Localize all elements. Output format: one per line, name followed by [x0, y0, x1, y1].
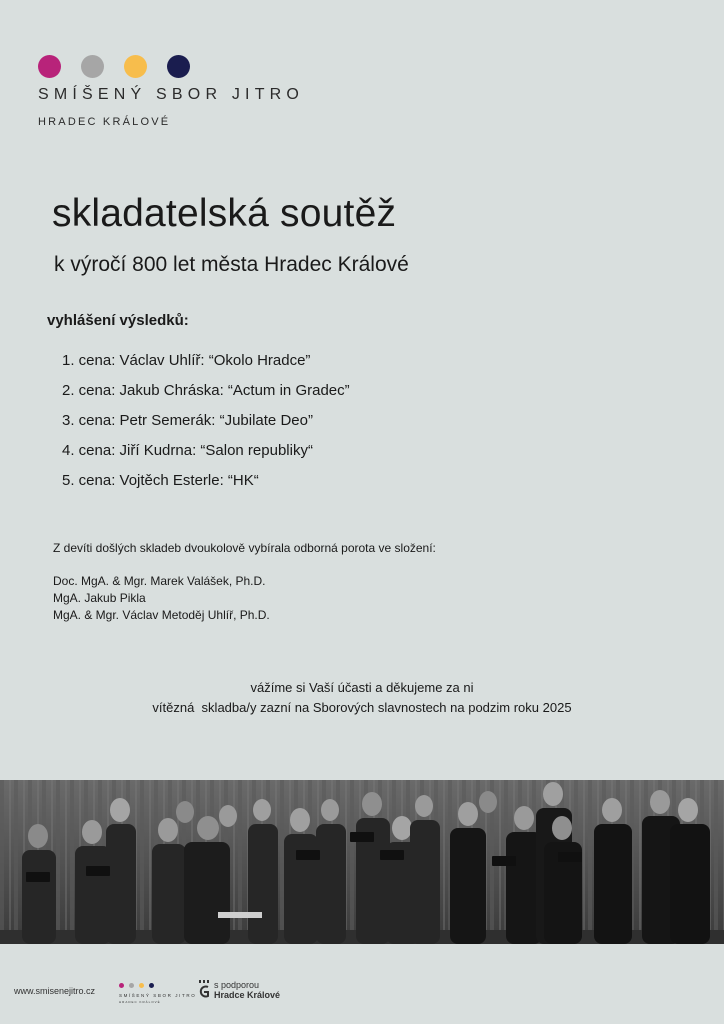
city-emblem-icon	[198, 980, 210, 1000]
support-line-1: s podporou	[214, 980, 260, 990]
thanks-line-1: vážíme si Vaší účasti a děkujeme za ni	[250, 680, 474, 695]
page-title: skladatelská soutěž	[52, 192, 397, 235]
choir-photo	[0, 780, 724, 944]
thanks-line-2: vítězná skladba/y zazní na Sborových slavnostech na podzim roku 2025	[152, 700, 572, 715]
result-item: 5. cena: Vojtěch Esterle: “HK“	[62, 472, 259, 489]
dot-yellow	[124, 55, 147, 78]
mini-dot-navy	[149, 983, 154, 988]
mini-dot-yellow	[139, 983, 144, 988]
results-list	[62, 346, 350, 496]
mini-choir-name: SMÍŠENÝ SBOR JITRO	[119, 993, 197, 998]
jury-member: Doc. MgA. & Mgr. Marek Valášek, Ph.D.	[53, 574, 266, 588]
thanks-note	[0, 678, 724, 718]
mini-dot-gray	[129, 983, 134, 988]
page-subtitle: k výročí 800 let města Hradec Králové	[54, 253, 409, 276]
jury-list	[53, 573, 270, 624]
choir-logo-small	[119, 983, 196, 1004]
mini-choir-city: HRADEC KRÁLOVÉ	[119, 1000, 161, 1004]
jury-member: MgA. & Mgr. Václav Metoděj Uhlíř, Ph.D.	[53, 608, 270, 622]
choir-name: SMÍŠENÝ SBOR JITRO	[38, 86, 305, 103]
dot-navy	[167, 55, 190, 78]
city-support-logo	[198, 980, 280, 1000]
results-heading: vyhlášení výsledků:	[47, 312, 189, 329]
result-item: 3. cena: Petr Semerák: “Jubilate Deo”	[62, 412, 313, 429]
brand-dots	[38, 55, 190, 78]
mini-dot-magenta	[119, 983, 124, 988]
jury-member: MgA. Jakub Pikla	[53, 591, 146, 605]
result-item: 4. cena: Jiří Kudrna: “Salon republiky“	[62, 442, 313, 459]
choir-photo-illustration	[0, 780, 724, 944]
dot-magenta	[38, 55, 61, 78]
dot-gray	[81, 55, 104, 78]
result-item: 2. cena: Jakub Chráska: “Actum in Gradec”	[62, 382, 350, 399]
result-item: 1. cena: Václav Uhlíř: “Okolo Hradce”	[62, 352, 311, 369]
support-text	[214, 980, 280, 1000]
jury-intro: Z devíti došlých skladeb dvoukolově vybírala odborná porota ve složení:	[53, 541, 436, 555]
mini-dots	[119, 983, 196, 988]
choir-city: HRADEC KRÁLOVÉ	[38, 116, 171, 128]
website-url[interactable]: www.smisenejitro.cz	[14, 986, 96, 996]
support-line-2: Hradce Králové	[214, 990, 281, 1000]
